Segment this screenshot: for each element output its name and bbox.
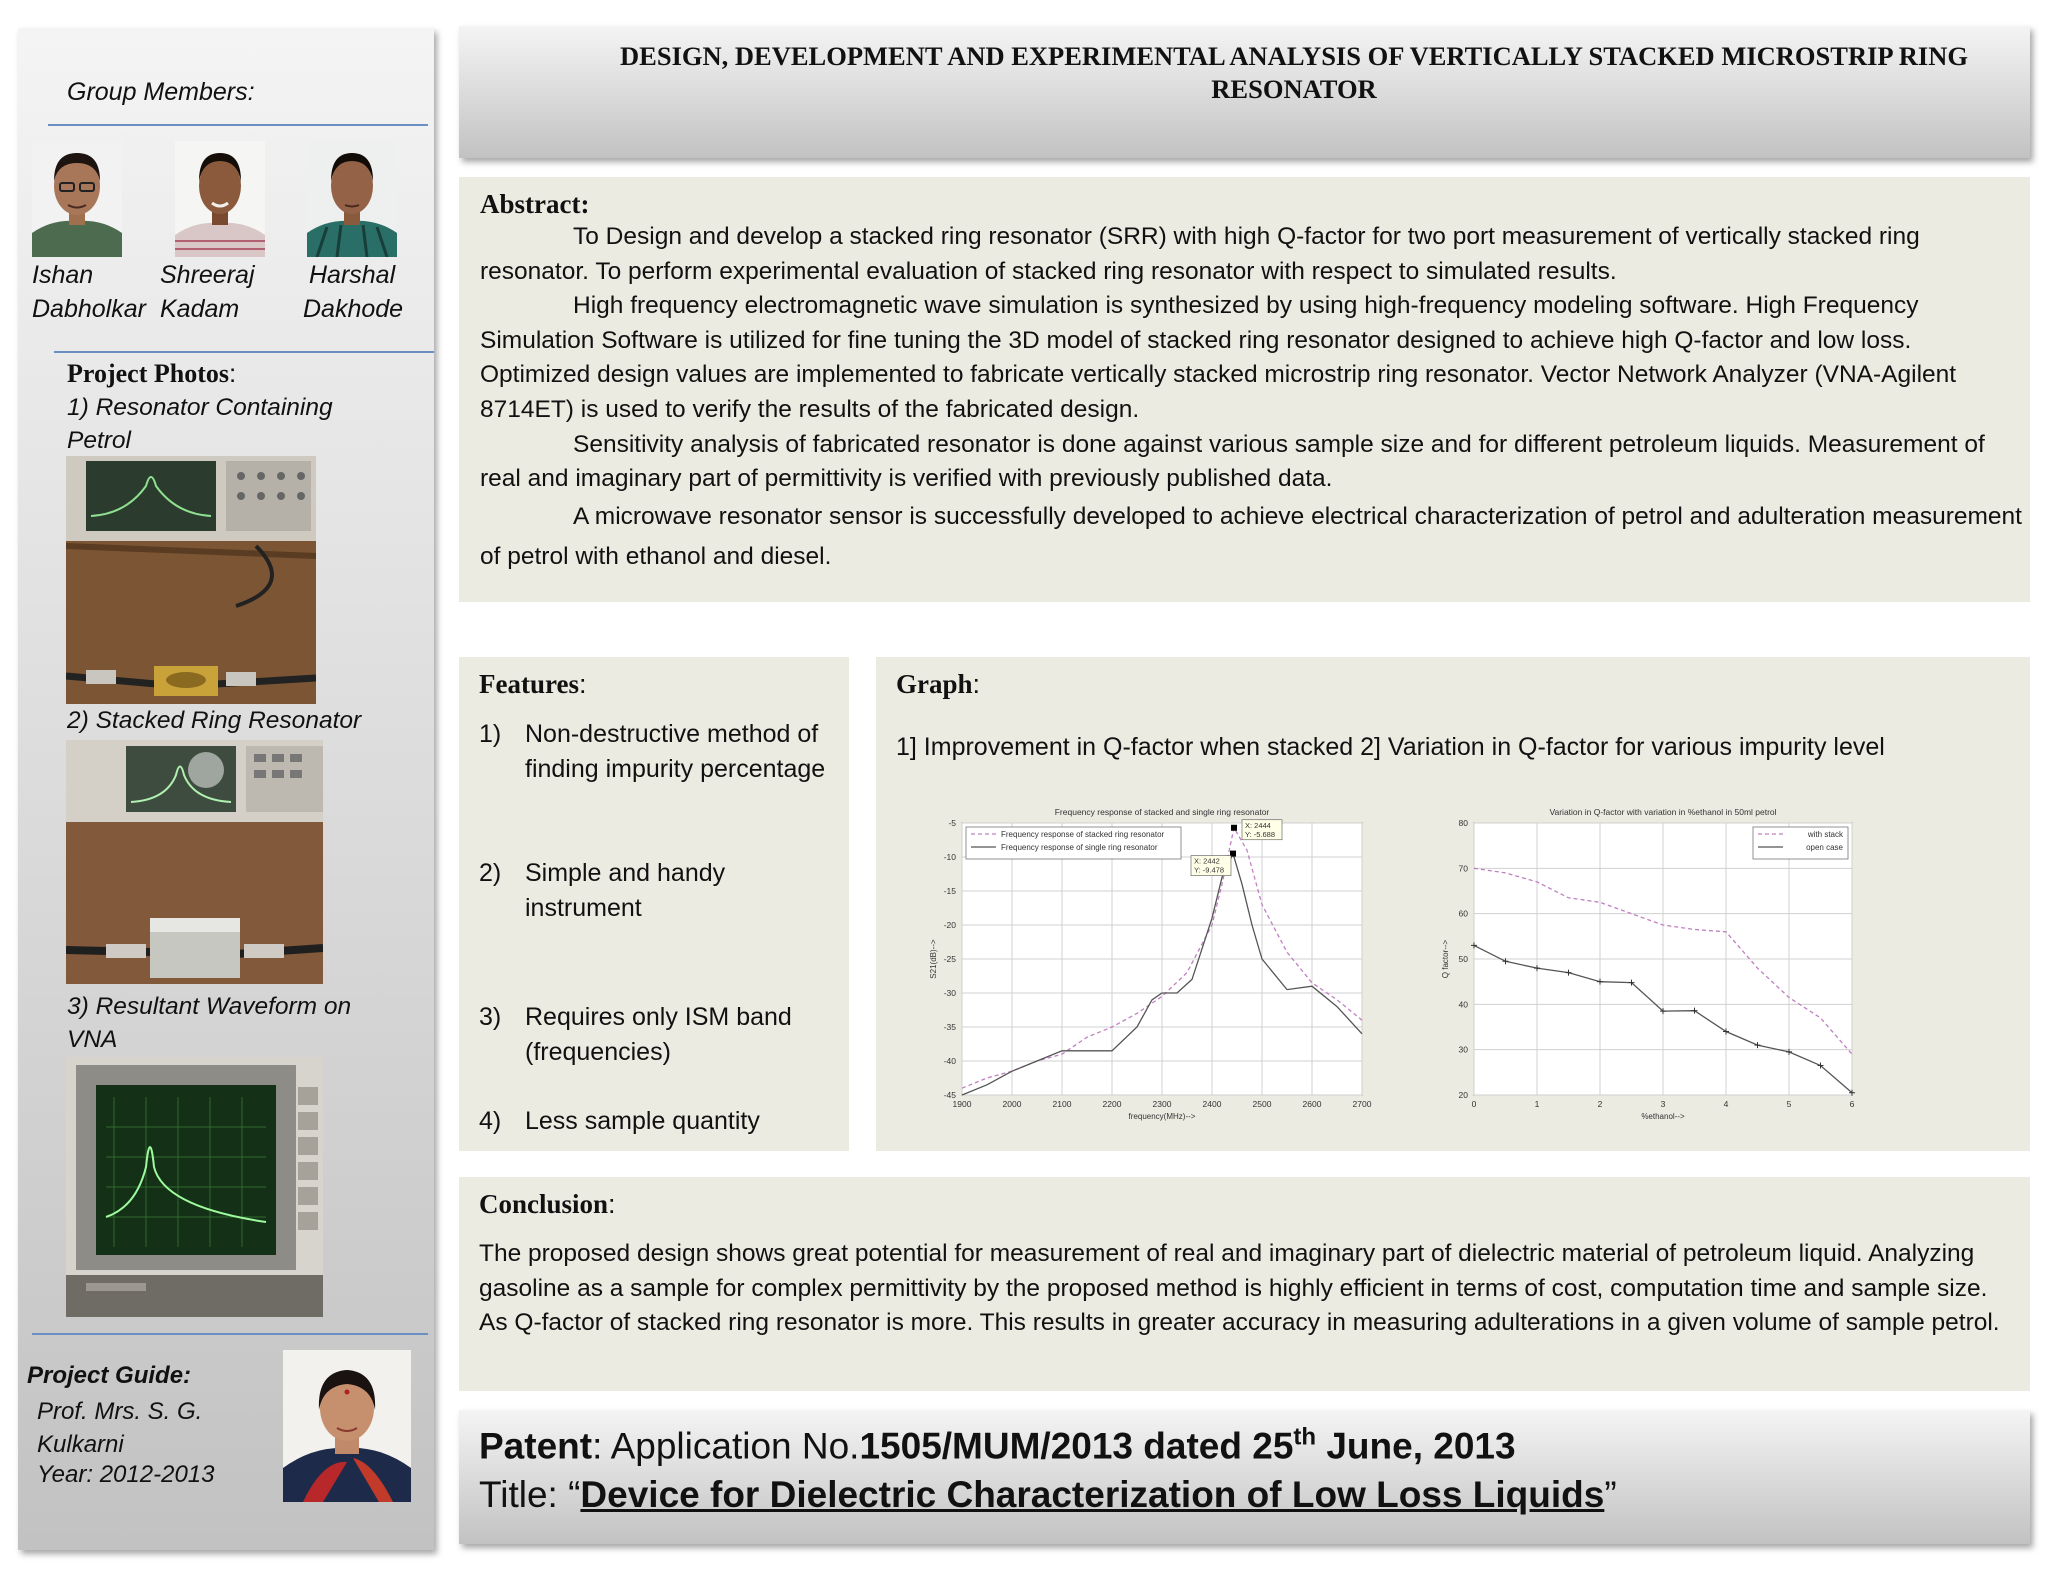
abstract-body (480, 220, 2025, 577)
feature-number: 2) (479, 859, 502, 887)
conclusion-heading-text: Conclusion (479, 1189, 609, 1219)
patent-title-label: Title: “ (479, 1474, 581, 1515)
member-first-name: Harshal (309, 261, 396, 289)
x-tick-label: 2100 (1052, 1099, 1072, 1109)
member-name-shreeraj (160, 258, 255, 326)
y-tick-label: 60 (1458, 908, 1468, 919)
y-tick-label: 40 (1458, 999, 1468, 1010)
photo-caption-1: 1) Resonator Containing Petrol (67, 394, 333, 454)
project-photos-label: Project Photos (67, 359, 229, 388)
member-name-harshal (303, 258, 403, 326)
abstract-section (459, 177, 2030, 602)
abstract-heading: Abstract: (480, 189, 590, 219)
x-tick-label: 2 (1597, 1099, 1603, 1109)
member-photo-shreeraj (175, 141, 265, 257)
x-tick-label: 1 (1534, 1099, 1540, 1109)
abstract-paragraph: To Design and develop a stacked ring resonator (SRR) with high Q-factor for two port measurement of vertically stacked ring resonator. To perform experimental evaluation of stacked ring resonator with respect to simulated results. (480, 223, 1920, 285)
feature-number: 3) (479, 1003, 502, 1031)
y-tick-label: -45 (943, 1090, 956, 1100)
x-tick-label: 2600 (1302, 1099, 1322, 1109)
graph-heading: Graph: (896, 669, 981, 699)
member-first-name: Ishan (32, 261, 94, 289)
patent-title-close: ” (1604, 1474, 1617, 1515)
member-last-name: Dakhode (303, 295, 404, 323)
patent-line (479, 1424, 1516, 1467)
chart-q-factor-variation (1432, 805, 1862, 1135)
y-tick-label: 50 (1458, 954, 1468, 964)
patent-title-line (479, 1474, 1617, 1516)
guide-photo (283, 1350, 411, 1502)
photo-vna-waveform (66, 1057, 323, 1317)
divider (54, 351, 434, 353)
patent-title-text: Device for Dielectric Characterization of Low Loss Liquids (580, 1474, 1605, 1515)
y-tick-label: -15 (943, 886, 956, 896)
photo-resonator-petrol (66, 456, 316, 704)
photo-stacked-ring (66, 740, 323, 984)
abstract-paragraph: Sensitivity analysis of fabricated resonator is done against various sample size and for different petroleum liquids. Measurement of real and imaginary part of permittivity is verified with previously published data. (480, 430, 1985, 493)
data-tip-y: Y: -9.478 (1194, 865, 1225, 875)
y-tick-label: -25 (943, 954, 956, 964)
y-tick-label: 80 (1458, 818, 1468, 828)
member-photo-ishan (32, 141, 122, 257)
sidebar (18, 28, 434, 1550)
member-name-ishan (32, 258, 146, 326)
member-last-name: Dabholkar (32, 295, 146, 323)
group-members-label: Group Members: (67, 78, 255, 106)
conclusion-text: The proposed design shows great potential for measurement of real and imaginary part of dielectric material of petroleum liquid. Analyzing gasoline as a sample for complex permittivity by the proposed method is highly efficient in terms of cost, computation time and sample size. As Q-factor of stacked ring resonator is more. This results in greater accuracy in measuring adulterations in a given volume of sample petrol. (479, 1240, 2000, 1337)
abstract-paragraph: A microwave resonator sensor is successfully developed to achieve electrical characterization of petrol and adulteration measurement of petrol with ethanol and diesel. (480, 502, 2022, 570)
feature-text: Non-destructive method of finding impurity percentage (525, 720, 826, 783)
patent-date-rest: June, 2013 (1316, 1425, 1516, 1467)
graph-heading-text: Graph (896, 669, 973, 699)
member-last-name: Kadam (160, 295, 240, 323)
feature-text: Simple and handy instrument (525, 859, 726, 922)
legend-label: Frequency response of single ring resonator (1001, 843, 1158, 852)
legend-label: with stack (1807, 830, 1843, 839)
legend-label: Frequency response of stacked ring resonator (1001, 830, 1165, 839)
y-tick-label: 70 (1458, 863, 1468, 874)
divider (48, 124, 428, 126)
x-tick-label: 2400 (1202, 1099, 1222, 1109)
project-guide-label: Project Guide: (27, 1362, 192, 1389)
x-axis-label: %ethanol--> (1641, 1112, 1685, 1121)
data-tip-x: X: 2444 (1245, 820, 1271, 830)
x-tick-label: 0 (1471, 1099, 1477, 1109)
feature-number: 1) (479, 720, 502, 748)
y-tick-label: 20 (1458, 1090, 1468, 1100)
graph-subtitle: 1] Improvement in Q-factor when stacked 2] Variation in Q-factor for various impurity level (896, 733, 1885, 761)
x-tick-label: 6 (1849, 1099, 1855, 1109)
y-tick-label: -40 (943, 1056, 956, 1066)
patent-banner (459, 1410, 2030, 1544)
member-photo-harshal (307, 141, 397, 257)
chart-title: Frequency response of stacked and single ring resonator (1054, 807, 1270, 817)
member-first-name: Shreeraj (160, 261, 255, 289)
x-tick-label: 2700 (1352, 1099, 1372, 1109)
project-photos-heading: Project Photos: (67, 358, 237, 388)
y-tick-label: -35 (943, 1022, 956, 1032)
feature-text: Less sample quantity (525, 1107, 760, 1135)
patent-label: Patent (479, 1425, 593, 1467)
x-tick-label: 2300 (1152, 1099, 1172, 1109)
photo-caption-2: 2) Stacked Ring Resonator (67, 707, 362, 734)
divider (32, 1333, 428, 1335)
y-axis-label: Q factor--> (1441, 939, 1450, 979)
graph-section (876, 657, 2030, 1151)
x-tick-label: 5 (1786, 1099, 1792, 1109)
y-tick-label: 30 (1458, 1044, 1468, 1055)
x-axis-label: frequency(MHz)--> (1128, 1112, 1196, 1121)
y-tick-label: -30 (943, 988, 956, 998)
chart-frequency-response (914, 805, 1374, 1135)
x-tick-label: 2200 (1102, 1099, 1122, 1109)
conclusion-heading: Conclusion: (479, 1189, 616, 1219)
photo-caption-3: 3) Resultant Waveform on VNA (67, 993, 352, 1053)
y-axis-label: S21(dB)--> (929, 939, 938, 979)
x-tick-label: 3 (1660, 1099, 1666, 1109)
data-tip-x: X: 2442 (1194, 856, 1220, 866)
patent-prefix: : Application No. (592, 1425, 860, 1467)
x-tick-label: 2000 (1002, 1099, 1022, 1109)
conclusion-section (459, 1177, 2030, 1391)
x-tick-label: 2500 (1252, 1099, 1272, 1109)
feature-text: Requires only ISM band (frequencies) (525, 1003, 792, 1066)
chart-title: Variation in Q-factor with variation in %ethanol in 50ml petrol (1549, 807, 1777, 817)
poster-title: DESIGN, DEVELOPMENT AND EXPERIMENTAL ANALYSIS OF VERTICALLY STACKED MICROSTRIP RING RESONATOR (620, 41, 1968, 104)
y-tick-label: -10 (943, 852, 956, 862)
legend (1753, 827, 1848, 859)
guide-name: Prof. Mrs. S. G. Kulkarni (37, 1398, 203, 1458)
y-tick-label: -5 (948, 818, 956, 828)
title-banner (459, 26, 2030, 158)
legend-label: open case (1806, 843, 1843, 852)
features-section (459, 657, 849, 1151)
patent-number: 1505/MUM/2013 dated 25 (859, 1425, 1294, 1467)
patent-date-sup: th (1293, 1424, 1317, 1451)
legend (966, 827, 1181, 859)
features-heading-text: Features (479, 669, 579, 699)
data-tip-marker (1231, 825, 1237, 831)
y-tick-label: -20 (943, 920, 956, 930)
project-year: Year: 2012-2013 (37, 1461, 215, 1488)
features-heading: Features: (479, 669, 587, 699)
feature-number: 4) (479, 1107, 502, 1135)
abstract-paragraph: High frequency electromagnetic wave simulation is synthesized by using high-frequency modeling software. High Frequency Simulation Software is utilized for fine tuning the 3D model of stacked ring resonator designed to achieve high Q-factor and low loss. Optimized design values are implemented to fabricate vertically stacked microstrip ring resonator. Vector Network Analyzer (VNA-Agilent 8714ET) is used to verify the results of the fabricated design. (480, 292, 1957, 423)
x-tick-label: 1900 (952, 1099, 972, 1109)
x-tick-label: 4 (1723, 1099, 1729, 1109)
data-tip-y: Y: -5.688 (1245, 829, 1276, 839)
